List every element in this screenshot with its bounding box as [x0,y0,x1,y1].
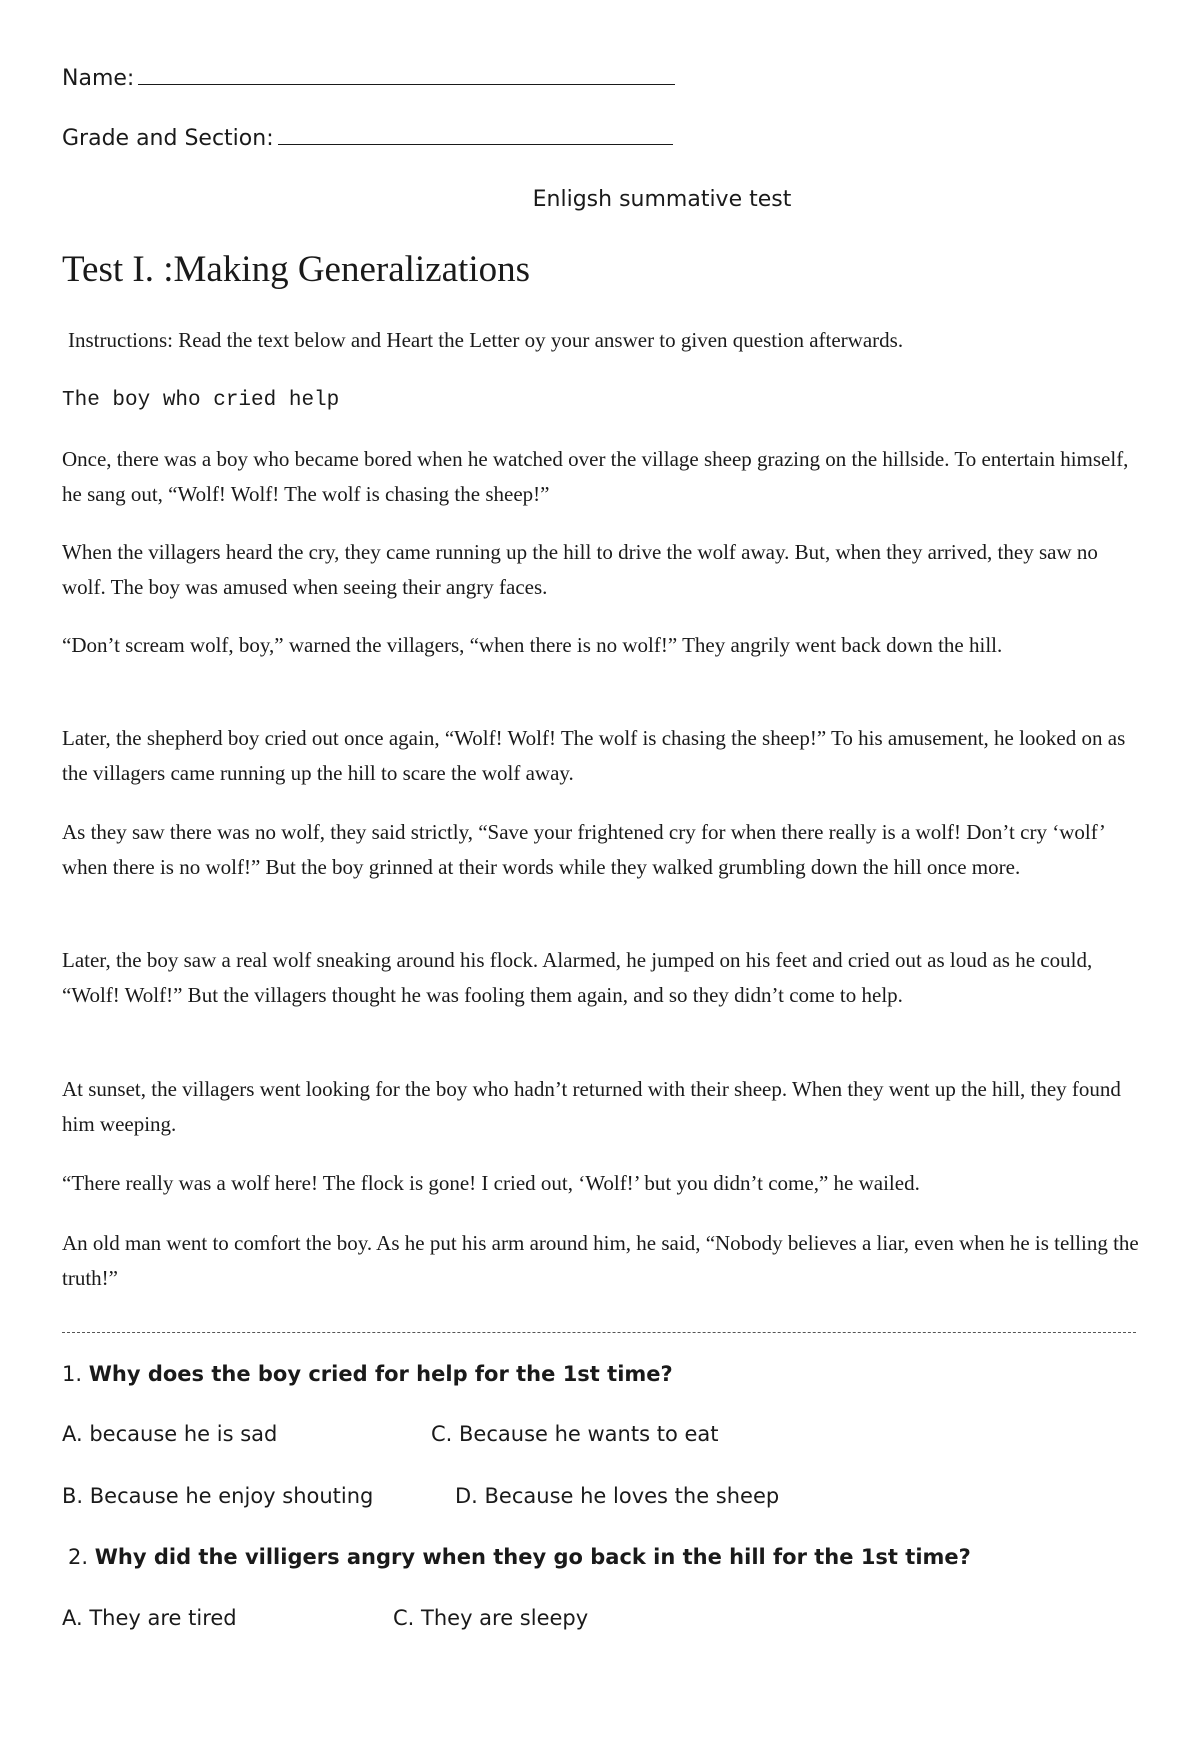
q2-choice-c: C. They are sleepy [393,1606,589,1630]
story-paragraph: “Don’t scream wolf, boy,” warned the villagers, “when there is no wolf!” They angrily went back down the hill. [62,633,1003,657]
grade-section-blank-line [278,126,673,145]
name-label: Name: [62,66,135,91]
q1-choice-a: A. because he is sad [62,1422,278,1446]
story-paragraph: At sunset, the villagers went looking for the boy who hadn’t returned with their sheep. When they went up the hill, they found him weeping. [62,1077,1121,1136]
q1-choice-d: D. Because he loves the sheep [455,1484,780,1508]
question-2 [68,1545,971,1569]
grade-section-field [62,126,673,151]
name-field [62,66,675,91]
question-number: 1. [62,1362,83,1386]
story-paragraph: When the villagers heard the cry, they came running up the hill to drive the wolf away. But, when they arrived, they saw no wolf. The boy was amused when seeing their angry faces. [62,540,1098,599]
question-number: 2. [68,1545,89,1569]
story-paragraph: Once, there was a boy who became bored when he watched over the village sheep grazing on the hillside. To entertain himself, he sang out, “Wolf! Wolf! The wolf is chasing the sheep!” [62,447,1129,506]
section-divider [62,1332,1136,1333]
story-paragraph: An old man went to comfort the boy. As he put his arm around him, he said, “Nobody believes a liar, even when he is telling the truth!” [62,1231,1139,1290]
question-1 [62,1362,673,1386]
q1-choice-c: C. Because he wants to eat [431,1422,719,1446]
test-title: Test I. :Making Generalizations [62,249,530,290]
q1-choice-b: B. Because he enjoy shouting [62,1484,374,1508]
story-paragraph: Later, the boy saw a real wolf sneaking around his flock. Alarmed, he jumped on his feet and cried out as loud as he could, “Wolf! Wolf!” But the villagers thought he was fooling them again, and so they didn’t come to help. [62,948,1093,1007]
test-subtitle: Enligsh summative test [532,187,792,212]
story-title: The boy who cried help [62,389,340,412]
q2-choice-a: A. They are tired [62,1606,237,1630]
story-paragraph: Later, the shepherd boy cried out once again, “Wolf! Wolf! The wolf is chasing the sheep!” To his amusement, he looked on as the villagers came running up the hill to scare the wolf away. [62,726,1126,785]
instructions: Instructions: Read the text below and Heart the Letter oy your answer to given question afterwards. [68,328,904,352]
story-paragraph: As they saw there was no wolf, they said strictly, “Save your frightened cry for when there really is a wolf! Don’t cry ‘wolf’ when there is no wolf!” But the boy grinned at their words while they walked grumbling down the hill once more. [62,820,1105,879]
question-text: Why did the villigers angry when they go back in the hill for the 1st time? [94,1545,971,1569]
grade-section-label: Grade and Section: [62,126,274,151]
question-text: Why does the boy cried for help for the 1st time? [88,1362,673,1386]
story-paragraph: “There really was a wolf here! The flock is gone! I cried out, ‘Wolf!’ but you didn’t come,” he wailed. [62,1171,920,1195]
name-blank-line [138,66,675,85]
